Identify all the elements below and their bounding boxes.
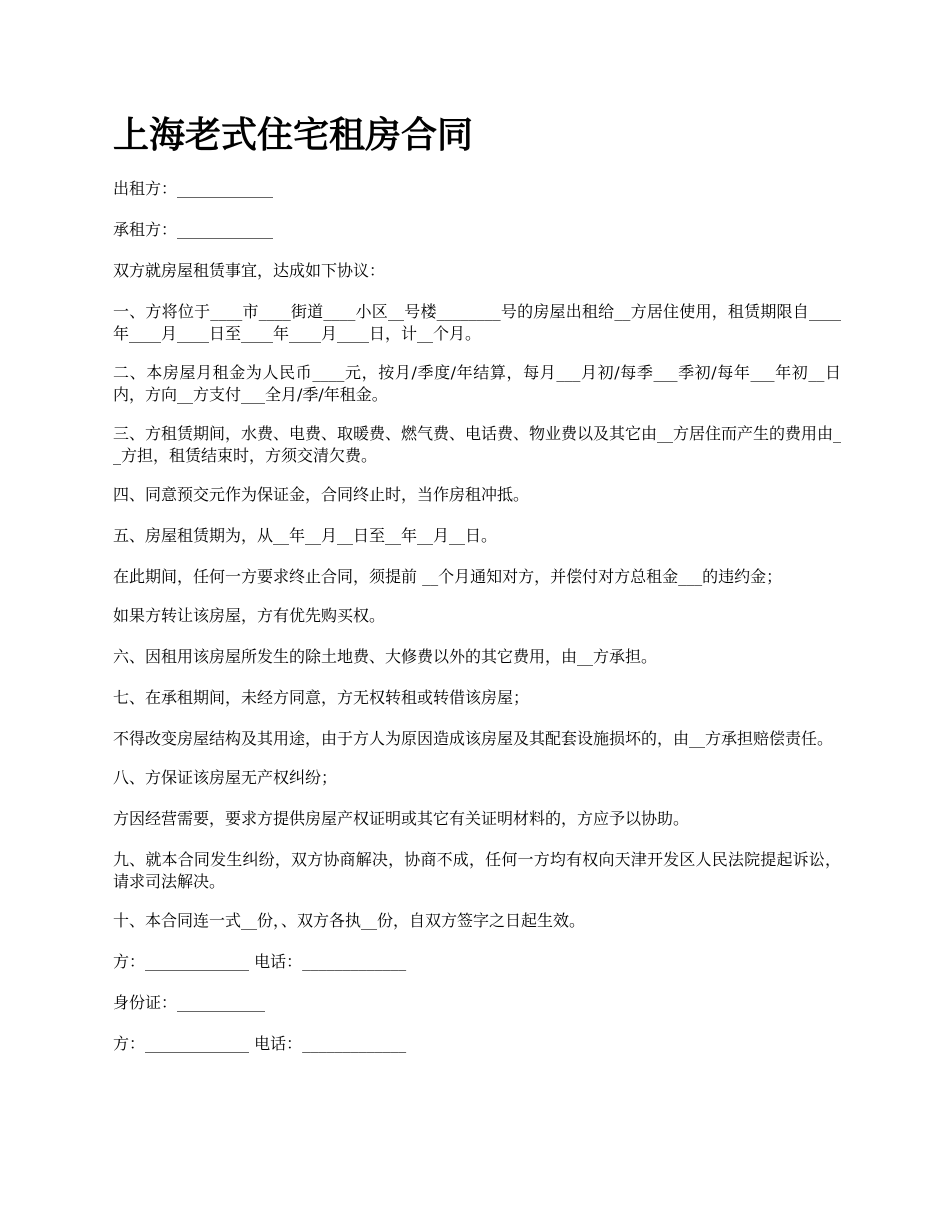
clause-3: 三、方租赁期间，水费、电费、取暖费、燃气费、电话费、物业费以及其它由__方居住而产生的费用由__方担，租赁结束时，方须交清欠费。 [113,424,842,465]
clause-5-purchase-right: 如果方转让该房屋，方有优先购买权。 [113,606,386,625]
clause-10: 十、本合同连一式__份，、双方各执__份，自双方签字之日起生效。 [113,911,586,930]
clause-1: 一、方将位于____市____街道____小区__号楼________号的房屋出租给__方居住使用，租赁期限自____年____月____日至____年____月____日，计__个月。 [113,302,841,343]
signature-party-a: 方：_____________ 电话：_____________ [113,952,407,971]
clause-5-termination: 在此期间，任何一方要求终止合同，须提前 __个月通知对方，并偿付对方总租金___的违约金； [113,567,783,586]
clause-6: 六、因租用该房屋所发生的除土地费、大修费以外的其它费用，由__方承担。 [113,647,658,666]
signature-id-card: 身份证：___________ [113,993,266,1012]
document-page [113,110,841,1074]
clause-7-structure: 不得改变房屋结构及其用途，由于方人为原因造成该房屋及其配套设施损坏的，由__方承担赔偿责任。 [113,729,834,748]
lessor-line: 出租方：____________ [113,179,274,198]
document-title: 上海老式住宅租房合同 [113,115,474,156]
signature-party-b: 方：_____________ 电话：_____________ [113,1034,407,1053]
clause-9: 九、就本合同发生纠纷，双方协商解决，协商不成，任何一方均有权向天津开发区人民法院提起诉讼，请求司法解决。 [113,850,841,891]
clause-5: 五、房屋租赁期为，从__年__月__日至__年__月__日。 [113,526,498,545]
clause-8-documents: 方因经营需要，要求方提供房屋产权证明或其它有关证明材料的，方应予以协助。 [113,809,690,828]
clause-8: 八、方保证该房屋无产权纠纷； [113,768,338,787]
agreement-intro: 双方就房屋租赁事宜，达成如下协议： [113,261,386,280]
clause-4: 四、同意预交元作为保证金，合同终止时，当作房租冲抵。 [113,485,530,504]
clause-7: 七、在承租期间，未经方同意，方无权转租或转借该房屋； [113,688,530,707]
lessee-line: 承租方：____________ [113,220,274,239]
clause-2: 二、本房屋月租金为人民币____元，按月/季度/年结算，每月___月初/每季___季初/每年___年初__日内，方向__方支付___全月/季/年租金。 [113,363,841,404]
